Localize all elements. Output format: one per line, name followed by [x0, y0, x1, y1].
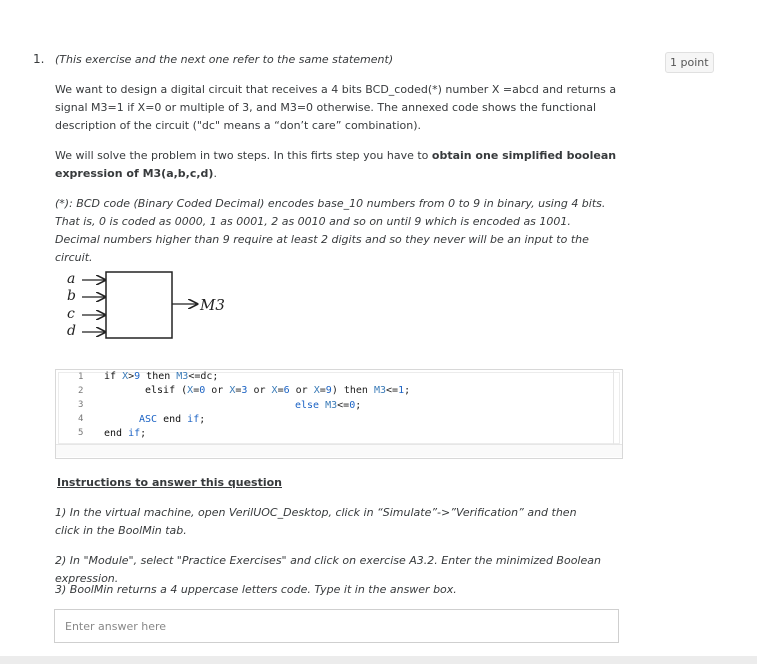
line-number: 5 [78, 428, 84, 438]
problem-paragraph: We want to design a digital circuit that receives a 4 bits BCD_coded(*) number X =abcd and returns a signal M3=1 if X=0 or multiple of 3, and M3=0 otherwise. The annexed code shows the functional description of the circuit ("dc" means a “don’t care” combination). [55, 83, 617, 132]
instruction-step-2: 2) In "Module", select "Practice Exercises" and click on exercise A3.2. Enter the minimized Boolean expression. [55, 554, 601, 585]
code-line-1: if X>9 then M3<=dc; [104, 371, 219, 382]
answer-input[interactable] [54, 609, 619, 643]
line-number: 1 [78, 372, 84, 382]
instruction-step-3: 3) BoolMin returns a 4 uppercase letters code. Type it in the answer box. [55, 583, 457, 596]
input-a-label: a [67, 271, 76, 287]
instructions-title: Instructions to answer this question [57, 476, 282, 489]
code-line-5: end if; [104, 428, 147, 439]
line-number: 2 [78, 386, 84, 396]
input-d-label: d [67, 323, 76, 339]
instruction-step-1: 1) In the virtual machine, open VerilUOC_Desktop, click in “Simulate”->”Verification” and then click in the BoolMin tab. [55, 506, 577, 537]
code-line-3: else M3<=0; [295, 400, 362, 411]
code-line-2: elsif (X=0 or X=3 or X=6 or X=9) then M3<=1; [145, 385, 411, 396]
step-end: . [213, 167, 217, 180]
intro-text: (This exercise and the next one refer to the same statement) [55, 53, 394, 66]
line-gutter [56, 370, 96, 444]
input-b-label: b [67, 288, 76, 304]
output-label: M3 [200, 296, 225, 314]
step-paragraph [55, 147, 630, 183]
question-number: 1. [33, 52, 45, 66]
code-block [55, 369, 623, 459]
step-goal: obtain one simplified boolean expression of M3(a,b,c,d) [55, 149, 617, 180]
input-c-label: c [67, 306, 75, 322]
footer-bar [0, 656, 757, 664]
step-text: We will solve the problem in two steps. In this firts step you have to [55, 149, 432, 162]
code-horizontal-scrollbar[interactable] [56, 444, 622, 457]
line-number: 4 [78, 414, 84, 424]
code-line-4: ASC end if; [139, 414, 206, 425]
circuit-box [106, 272, 172, 338]
circuit-diagram [55, 262, 255, 352]
points-badge: 1 point [665, 52, 714, 73]
line-number: 3 [78, 400, 84, 410]
footnote: (*): BCD code (Binary Coded Decimal) encodes base_10 numbers from 0 to 9 in binary, using 4 bits. That is, 0 is coded as 0000, 1 as 0001, 2 as 0010 and so on until 9 which is encoded as 1001. Decimal numbers higher than 9 require at least 2 digits and so they never will be an input to the circuit. [55, 197, 606, 264]
